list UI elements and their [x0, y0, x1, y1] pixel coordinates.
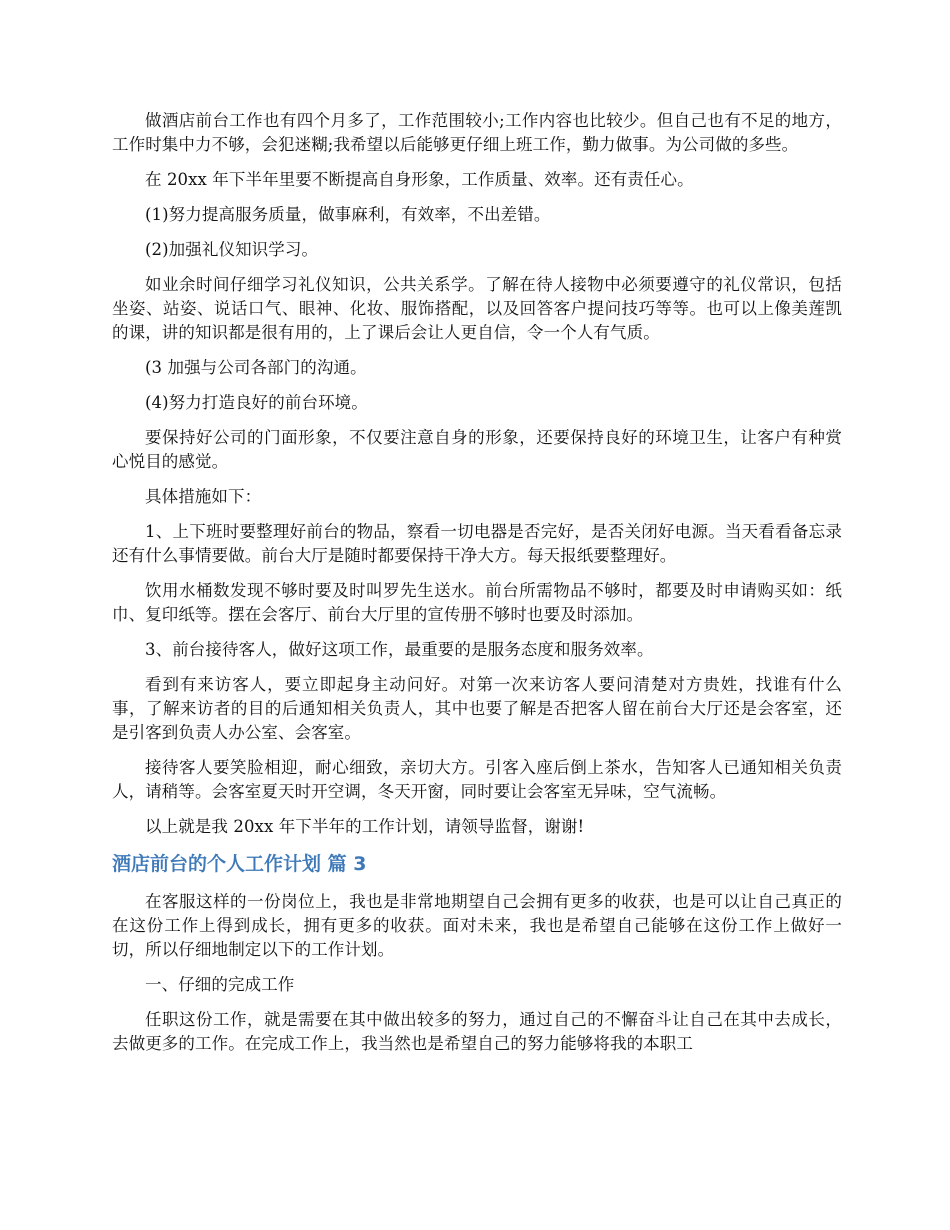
paragraph: 1、上下班时要整理好前台的物品，察看一切电器是否完好，是否关闭好电源。当天看看备忘录还有什么事情要做。前台大厅是随时都要保持干净大方。每天报纸要整理好。	[112, 522, 842, 565]
paragraph: 饮用水桶数发现不够时要及时叫罗先生送水。前台所需物品不够时，都要及时申请购买如：纸巾、复印纸等。摆在会客厅、前台大厅里的宣传册不够时也要及时添加。	[112, 581, 842, 624]
paragraph: (1)努力提高服务质量，做事麻利，有效率，不出差错。	[145, 205, 551, 224]
paragraph: 在客服这样的一份岗位上，我也是非常地期望自己会拥有更多的收获，也是可以让自己真正的在这份工作上得到成长，拥有更多的收获。面对未来，我也是希望自己能够在这份工作上做好一切，所以仔细地制定以下的工作计划。	[112, 892, 842, 959]
paragraph: 一、仔细的完成工作	[145, 975, 295, 994]
paragraph: 要保持好公司的门面形象，不仅要注意自身的形象，还要保持良好的环境卫生，让客户有种赏心悦目的感觉。	[112, 428, 842, 471]
paragraph: 做酒店前台工作也有四个月多了，工作范围较小;工作内容也比较少。但自己也有不足的地方，工作时集中力不够，会犯迷糊;我希望以后能够更仔细上班工作，勤力做事。为公司做的多些。	[112, 111, 842, 154]
paragraph: 具体措施如下：	[145, 487, 262, 506]
paragraph: (2)加强礼仪知识学习。	[145, 240, 319, 259]
section-heading: 酒店前台的个人工作计划 篇 3	[112, 853, 367, 875]
paragraph: (3 加强与公司各部门的沟通。	[145, 358, 367, 377]
paragraph: (4)努力打造良好的前台环境。	[145, 393, 368, 412]
paragraph: 任职这份工作，就是需要在其中做出较多的努力，通过自己的不懈奋斗让自己在其中去成长，去做更多的工作。在完成工作上，我当然也是希望自己的努力能够将我的本职工	[112, 1010, 842, 1053]
paragraph: 3、前台接待客人，做好这项工作，最重要的是服务态度和服务效率。	[145, 640, 654, 659]
paragraph: 如业余时间仔细学习礼仪知识，公共关系学。了解在待人接物中必须要遵守的礼仪常识，包括坐姿、站姿、说话口气、眼神、化妆、服饰搭配，以及回答客户提问技巧等等。也可以上像美莲凯的课，讲的知识都是很有用的，上了课后会让人更自信，令一个人有气质。	[112, 275, 842, 342]
paragraph: 以上就是我 20xx 年下半年的工作计划，请领导监督，谢谢!	[145, 817, 585, 836]
document-page	[112, 109, 842, 1067]
paragraph: 接待客人要笑脸相迎，耐心细致，亲切大方。引客入座后倒上茶水，告知客人已通知相关负责人，请稍等。会客室夏天时开空调，冬天开窗，同时要让会客室无异味，空气流畅。	[112, 758, 842, 801]
paragraph: 在 20xx 年下半年里要不断提高自身形象，工作质量、效率。还有责任心。	[145, 170, 694, 189]
paragraph: 看到有来访客人，要立即起身主动问好。对第一次来访客人要问清楚对方贵姓，找谁有什么事，了解来访者的目的后通知相关负责人，其中也要了解是否把客人留在前台大厅还是会客室，还是引客到负责人办公室、会客室。	[112, 675, 842, 742]
